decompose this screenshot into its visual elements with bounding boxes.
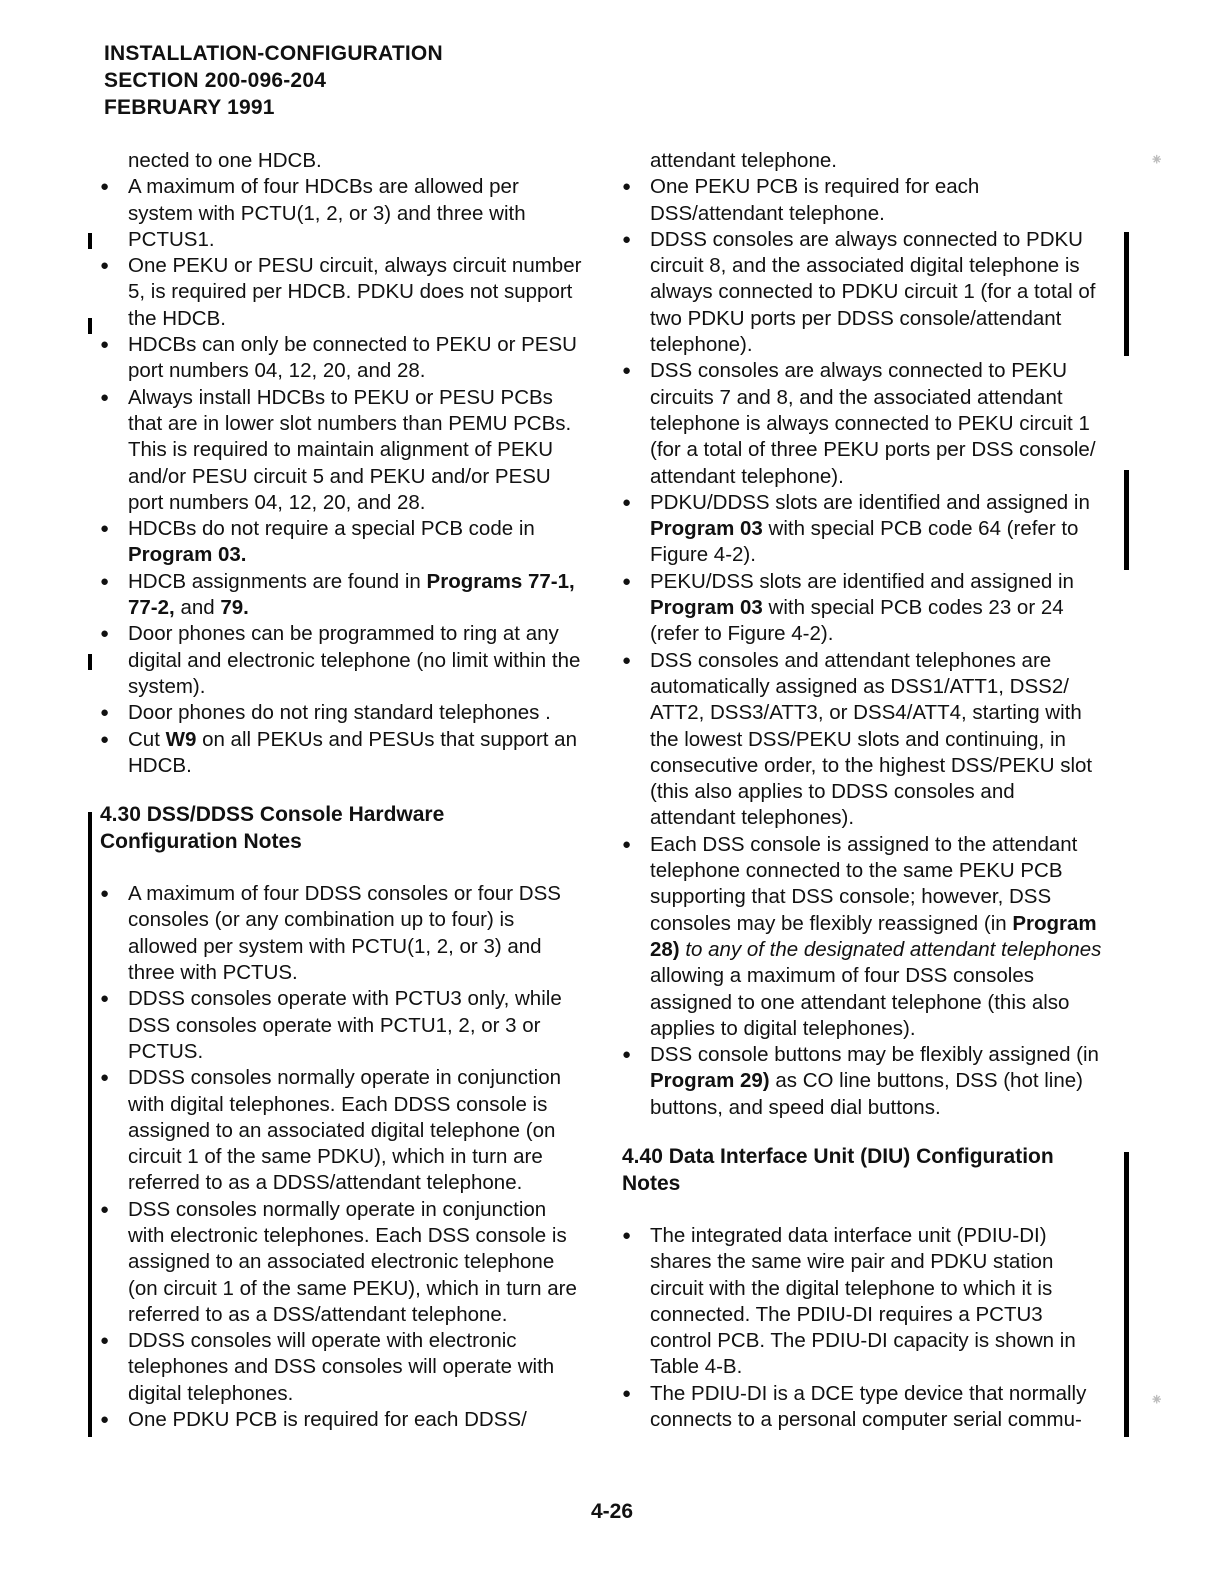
list-item: ● The PDIU-DI is a DCE type device that normally connects to a personal computer serial commu- [622,1381,1104,1434]
list-item: ● DDSS consoles operate with PCTU3 only, while DSS consoles operate with PCTU1, 2, or 3 or PCTUS. [100,986,582,1065]
change-bar [1124,1152,1129,1437]
change-bar [88,318,92,334]
list-item: ● The integrated data interface unit (PDIU-DI) shares the same wire pair and PDKU station circuit with the digital telephone to which it is connected. The PDIU-DI requires a PCTU3 control PCB. The PDIU-DI capacity is shown in Table 4-B. [622,1223,1104,1381]
list-item: ● One PEKU PCB is required for each DSS/attendant telephone. [622,174,1104,227]
diu-notes-list [622,1223,1104,1433]
continued-text: nected to one HDCB. [128,149,322,172]
list-item: ● HDCB assignments are found in Programs 77-1, 77-2, and 79. [100,569,582,622]
hdcb-notes-list [100,174,582,779]
header-title: INSTALLATION-CONFIGURATION [104,42,443,65]
list-item: ● DDSS consoles will operate with electronic telephones and DSS consoles will operate with digital telephones. [100,1328,582,1407]
header-date: FEBRUARY 1991 [104,96,275,119]
change-bar [88,654,92,670]
list-item: ● Each DSS console is assigned to the attendant telephone connected to the same PEKU PCB supporting that DSS console; however, DSS consoles may be flexibly reassigned (in Program 28) to any of the designated attendant telephones allowing a maximum of four DSS consoles assigned to one attendant telephone (this also applies to digital telephones). [622,832,1104,1042]
change-bar [88,812,92,1437]
change-bar [1124,470,1129,570]
section-heading-4-40: 4.40 Data Interface Unit (DIU) Configuration Notes [622,1144,1054,1195]
continued-text: attendant telephone. [650,149,837,172]
list-item: ● DSS consoles normally operate in conjunction with electronic telephones. Each DSS console is assigned to an associated electronic telephone (on circuit 1 of the same PEKU), which in turn are referred to as a DSS/attendant telephone. [100,1197,582,1328]
list-item: ● A maximum of four HDCBs are allowed per system with PCTU(1, 2, or 3) and three with PCTUS1. [100,174,582,253]
list-item: ● PEKU/DSS slots are identified and assigned in Program 03 with special PCB codes 23 or 24 (refer to Figure 4-2). [622,569,1104,648]
page-header [104,40,443,121]
list-item: ● Door phones can be programmed to ring at any digital and electronic telephone (no limit within the system). [100,621,582,700]
change-bar [1124,232,1129,356]
list-item: ● Cut W9 on all PEKUs and PESUs that support an HDCB. [100,727,582,780]
right-column [622,148,1104,1433]
list-item: ● HDCBs can only be connected to PEKU or PESU port numbers 04, 12, 20, and 28. [100,332,582,385]
list-item: ● Always install HDCBs to PEKU or PESU PCBs that are in lower slot numbers than PEMU PCBs. This is required to maintain alignment of PEKU and/or PESU circuit 5 and PEKU and/or PESU port numbers 04, 12, 20, and 28. [100,385,582,516]
list-item: ● One PDKU PCB is required for each DDSS/ [100,1407,582,1433]
list-item: ● DSS consoles and attendant telephones are automatically assigned as DSS1/ATT1, DSS2/ ATT2, DSS3/ATT3, or DSS4/ATT4, starting with the lowest DSS/PEKU slots and continuing, in consecutive order, to the highest DSS/PEKU slot (this also applies to DDSS consoles and attendant telephones). [622,648,1104,832]
section-heading-4-30: 4.30 DSS/DDSS Console Hardware Configuration Notes [100,803,445,854]
list-item: ● DDSS consoles are always connected to PDKU circuit 8, and the associated digital telephone is always connected to PDKU circuit 1 (for a total of two PDKU ports per DDSS console/attendant telephone). [622,227,1104,358]
list-item: ● HDCBs do not require a special PCB code in Program 03. [100,516,582,569]
page-number: 4-26 [590,1500,634,1523]
list-item: ● DDSS consoles normally operate in conjunction with digital telephones. Each DDSS console is assigned to an associated digital telephone (on circuit 1 of the same PDKU), which in turn are referred to as a DDSS/attendant telephone. [100,1065,582,1196]
scan-mark: ⁕ [1150,152,1164,169]
header-section: SECTION 200-096-204 [104,69,327,92]
scan-mark: ⁕ [1150,1392,1164,1409]
console-notes-list [622,174,1104,1121]
change-bar [88,233,92,249]
list-item: ● One PEKU or PESU circuit, always circuit number 5, is required per HDCB. PDKU does not support the HDCB. [100,253,582,332]
list-item: ● Door phones do not ring standard telephones . [100,700,582,726]
dss-ddss-notes-list [100,881,582,1433]
list-item: ● DSS consoles are always connected to PEKU circuits 7 and 8, and the associated attendant telephone is always connected to PEKU circuit 1 (for a total of three PEKU ports per DSS console/ attendant telephone). [622,358,1104,489]
list-item: ● DSS console buttons may be flexibly assigned (in Program 29) as CO line buttons, DSS (hot line) buttons, and speed dial buttons. [622,1042,1104,1121]
left-column [100,148,582,1433]
list-item: ● PDKU/DDSS slots are identified and assigned in Program 03 with special PCB code 64 (refer to Figure 4-2). [622,490,1104,569]
list-item: ● A maximum of four DDSS consoles or four DSS consoles (or any combination up to four) is allowed per system with PCTU(1, 2, or 3) and three with PCTUS. [100,881,582,986]
